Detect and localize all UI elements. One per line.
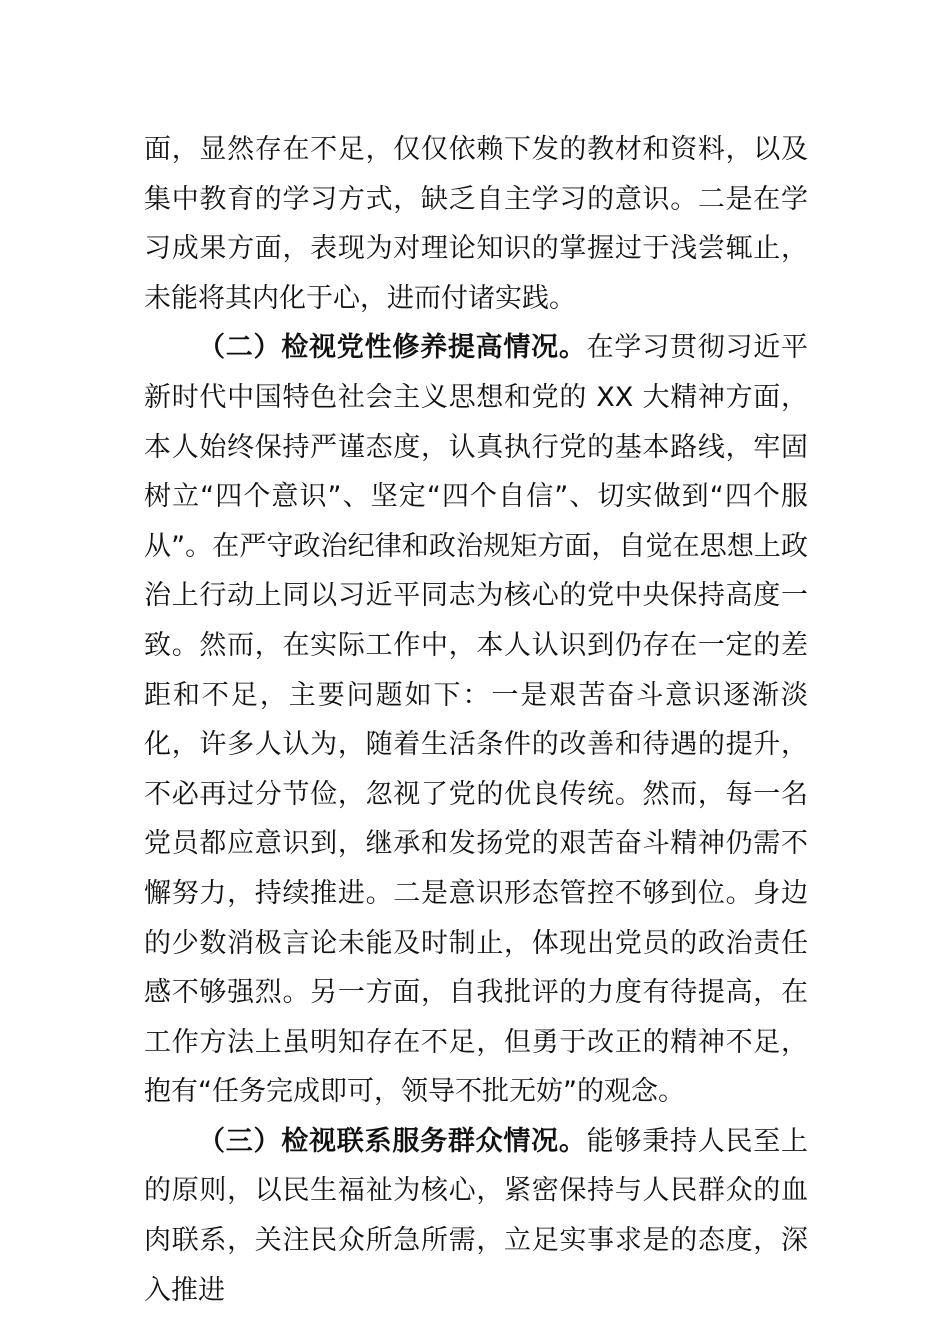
document-body [144,125,808,1315]
paragraph-serving-masses [144,1117,808,1315]
paragraph-body: 在学习贯彻习近平新时代中国特色社会主义思想和党的 XX 大精神方面，本人始终保持严谨态度，认真执行党的基本路线，牢固树立“四个意识”、坚定“四个自信”、切实做到“四个服从”。在严守政治纪律和政治规矩方面，自觉在思想上政治上行动上同以习近平同志为核心的党中央保持高度一致。然而，在实际工作中，本人认识到仍存在一定的差距和不足，主要问题如下：一是艰苦奋斗意识逐渐淡化，许多人认为，随着生活条件的改善和待遇的提升，不必再过分节俭，忽视了党的优良传统。然而，每一名党员都应意识到，继承和发扬党的艰苦奋斗精神仍需不懈努力，持续推进。二是意识形态管控不够到位。身边的少数消极言论未能及时制止，体现出党员的政治责任感不够强烈。另一方面，自我批评的力度有待提高，在工作方法上虽明知存在不足，但勇于改正的精神不足，抱有“任务完成即可，领导不批无妨”的观念。 [144,332,809,1108]
paragraph-body: 面，显然存在不足，仅仅依赖下发的教材和资料，以及集中教育的学习方式，缺乏自主学习的意识。二是在学习成果方面，表现为对理论知识的掌握过于浅尝辄止，未能将其内化于心，进而付诸实践。 [144,134,808,314]
paragraph-party-spirit [144,323,808,1117]
section-heading-serving-masses: （三）检视联系服务群众情况。 [198,1125,587,1157]
paragraph-body: 能够秉持人民至上的原则，以民生福祉为核心，紧密保持与人民群众的血肉联系，关注民众所急所需，立足实事求是的态度，深入推进 [144,1125,809,1306]
paragraph-continuation [144,125,808,323]
section-heading-party-spirit: （二）检视党性修养提高情况。 [198,332,587,364]
